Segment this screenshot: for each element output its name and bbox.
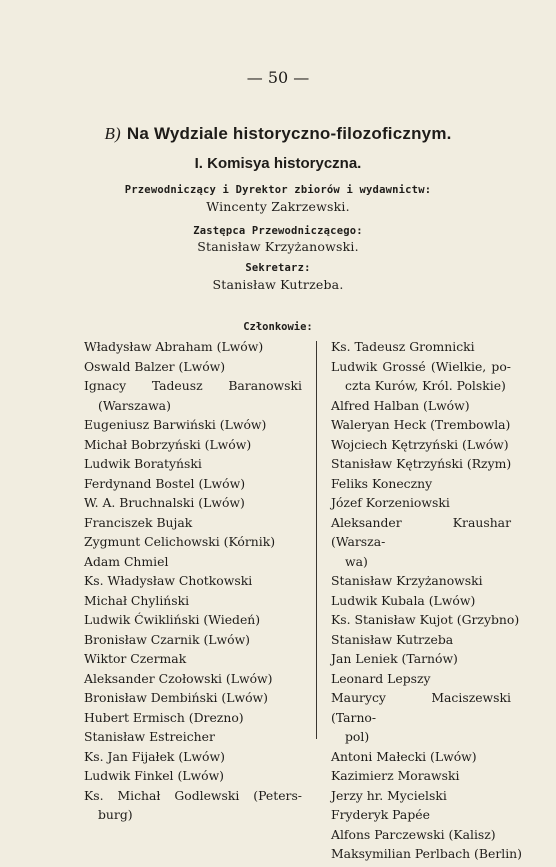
- member-entry: Adam Chmiel: [84, 553, 169, 569]
- member-entry-continuation: czta Kurów, Król. Polskie): [345, 378, 506, 393]
- member-entry: W. A. Bruchnalski (Lwów): [84, 495, 245, 510]
- member-entry: Feliks Koneczny: [331, 475, 433, 491]
- member-entry: Stanisław Kętrzyński (Rzym): [331, 456, 512, 471]
- member-entry: Bronisław Dembiński (Lwów): [84, 690, 268, 705]
- member-entry: Leonard Lepszy: [331, 670, 431, 686]
- members-label: Członkowie:: [243, 321, 313, 333]
- member-entry: Waleryan Heck (Trembowla): [331, 417, 511, 432]
- member-entry: Ludwik Grossé (Wielkie, po-: [331, 358, 511, 374]
- member-entry: Zygmunt Celichowski (Kórnik): [84, 534, 276, 549]
- page-number: — 50 —: [246, 68, 310, 87]
- member-entry-continuation: pol): [345, 729, 370, 744]
- member-entry: Ignacy Tadeusz Baranowski: [84, 378, 302, 393]
- member-entry: Józef Korzeniowski: [331, 495, 450, 510]
- member-entry: Wojciech Kętrzyński (Lwów): [331, 436, 509, 452]
- member-entry: Jan Leniek (Tarnów): [331, 651, 458, 666]
- section-heading: [0, 124, 556, 144]
- member-entry-continuation: burg): [98, 807, 133, 822]
- member-entry: Ks. Stanisław Kujot (Grzybno): [331, 612, 520, 627]
- member-entry: Ludwik Kubala (Lwów): [331, 592, 476, 608]
- member-entry-continuation: (Warszawa): [98, 397, 171, 413]
- member-entry: Jerzy hr. Mycielski: [331, 787, 447, 803]
- member-entry: Stanisław Krzyżanowski: [331, 573, 483, 588]
- member-entry: Bronisław Czarnik (Lwów): [84, 631, 251, 647]
- chairman-role-label: Przewodniczący i Dyrektor zbiorów i wydawnictw:: [124, 184, 432, 196]
- column-divider: [316, 341, 317, 739]
- member-entry: Władysław Abraham (Lwów): [84, 339, 264, 354]
- section-title: Na Wydziale historyczno-filozoficznym.: [126, 124, 452, 143]
- member-entry: Ferdynand Bostel (Lwów): [84, 475, 246, 491]
- member-entry: Ks. Władysław Chotkowski: [84, 573, 253, 588]
- member-entry: Oswald Balzer (Lwów): [84, 358, 226, 374]
- member-entry: Kazimierz Morawski: [331, 768, 460, 783]
- secretary-role-label: Sekretarz:: [245, 262, 311, 274]
- deputy-name: Stanisław Krzyżanowski.: [197, 239, 359, 254]
- member-entry: Aleksander Czołowski (Lwów): [84, 670, 273, 686]
- subsection-heading: I. Komisya historyczna.: [194, 155, 362, 172]
- members-left-column: [84, 337, 302, 825]
- member-entry: Ludwik Finkel (Lwów): [84, 768, 225, 783]
- member-entry: Eugeniusz Barwiński (Lwów): [84, 417, 267, 432]
- secretary-name: Stanisław Kutrzeba.: [212, 277, 344, 292]
- member-entry: Antoni Małecki (Lwów): [331, 748, 477, 764]
- member-entry: Ks. Tadeusz Gromnicki: [331, 339, 475, 354]
- member-entry: Wiktor Czermak: [84, 651, 187, 666]
- member-entry: Fryderyk Papée: [331, 807, 430, 822]
- member-entry: Alfons Parczewski (Kalisz): [331, 826, 496, 842]
- member-entry: Stanisław Kutrzeba: [331, 631, 454, 647]
- member-entry: Hubert Ermisch (Drezno): [84, 709, 244, 725]
- deputy-role-label: Zastępca Przewodniczącego:: [193, 225, 363, 237]
- member-entry: Maksymilian Perlbach (Berlin): [331, 846, 522, 861]
- member-entry: Ludwik Boratyński: [84, 456, 202, 471]
- member-entry: Franciszek Bujak: [84, 514, 193, 530]
- chairman-name: Wincenty Zakrzewski.: [206, 199, 350, 214]
- member-entry: Maurycy Maciszewski (Tarno-: [331, 690, 511, 725]
- member-entry: Ks. Michał Godlewski (Peters-: [84, 787, 302, 803]
- member-entry: Ks. Jan Fijałek (Lwów): [84, 748, 225, 764]
- member-entry: Aleksander Kraushar (Warsza-: [331, 514, 511, 549]
- section-letter: B): [104, 124, 121, 143]
- member-entry-continuation: wa): [345, 553, 368, 569]
- member-entry: Michał Chyliński: [84, 592, 190, 608]
- members-right-column: [331, 337, 522, 864]
- member-entry: Alfred Halban (Lwów): [331, 397, 470, 413]
- member-entry: Michał Bobrzyński (Lwów): [84, 436, 252, 452]
- member-entry: Ludwik Ćwikliński (Wiedeń): [84, 612, 261, 627]
- member-entry: Stanisław Estreicher: [84, 729, 215, 744]
